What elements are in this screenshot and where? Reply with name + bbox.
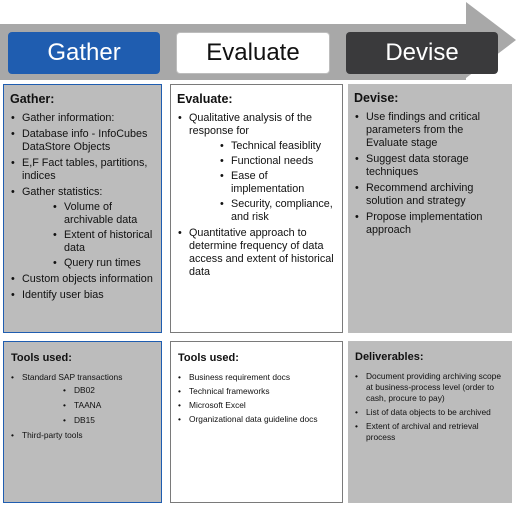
devise-item: • Propose implementation approach	[354, 211, 508, 237]
evaluate-tools-heading: Tools used:	[178, 352, 239, 364]
gather-item-statistics	[10, 186, 157, 270]
gather-tools-heading: Tools used:	[11, 352, 72, 364]
evaluate-tools-item: • Microsoft Excel	[177, 400, 338, 411]
gather-item-label: Gather statistics:	[22, 186, 103, 198]
gather-stats-sublist	[22, 201, 157, 270]
evaluate-qual-subitem: • Technical feasiblity	[219, 140, 338, 153]
devise-heading: Devise:	[354, 91, 399, 105]
devise-item: • Suggest data storage techniques	[354, 153, 508, 179]
gather-stage-label: Gather	[8, 32, 160, 74]
gather-panel	[3, 84, 162, 333]
evaluate-qual-sublist	[189, 140, 338, 224]
gather-item: • Identify user bias	[10, 289, 157, 302]
deliverables-item: • Extent of archival and retrieval process	[354, 421, 508, 443]
gather-item: • Gather information:	[10, 112, 157, 125]
gather-list	[4, 112, 161, 302]
devise-panel	[348, 84, 512, 333]
evaluate-tools-item: • Organizational data guideline docs	[177, 414, 338, 425]
evaluate-panel	[170, 84, 343, 333]
gather-item: • Custom objects information	[10, 273, 157, 286]
evaluate-qual-subitem: • Functional needs	[219, 155, 338, 168]
gather-item: • E,F Fact tables, partitions, indices	[10, 157, 157, 183]
evaluate-heading: Evaluate:	[177, 92, 233, 106]
gather-tools-list	[4, 372, 161, 441]
evaluate-tools-panel	[170, 341, 343, 503]
gather-heading: Gather:	[10, 92, 55, 106]
gather-tools-label: Standard SAP transactions	[22, 372, 123, 382]
evaluate-list	[171, 112, 342, 279]
gather-tools-panel	[3, 341, 162, 503]
gather-tools-sap-sublist	[22, 385, 157, 426]
evaluate-tools-list	[171, 372, 342, 425]
deliverables-panel	[348, 341, 512, 503]
evaluate-item: • Quantitative approach to determine frequency of data access and extent of historical data	[177, 227, 338, 279]
devise-stage-label: Devise	[346, 32, 498, 74]
devise-item: • Use findings and critical parameters from the Evaluate stage	[354, 111, 508, 150]
gather-tools-item-sap	[10, 372, 157, 426]
gather-stats-subitem: • Query run times	[52, 257, 157, 270]
gather-stats-subitem: • Extent of historical data	[52, 229, 157, 255]
evaluate-item-qualitative	[177, 112, 338, 224]
gather-stats-subitem: • Volume of archivable data	[52, 201, 157, 227]
evaluate-qual-subitem: • Security, compliance, and risk	[219, 198, 338, 224]
evaluate-qual-subitem: • Ease of implementation	[219, 170, 338, 196]
devise-item: • Recommend archiving solution and strategy	[354, 182, 508, 208]
devise-list	[348, 111, 512, 237]
evaluate-tools-item: • Technical frameworks	[177, 386, 338, 397]
deliverables-item: • Document providing archiving scope at business-process level (order to cash, procure to pay)	[354, 371, 508, 404]
evaluate-stage-label: Evaluate	[176, 32, 330, 74]
gather-item: • Database info - InfoCubes DataStore Objects	[10, 128, 157, 154]
gather-tools-subitem: • DB15	[62, 415, 157, 426]
deliverables-heading: Deliverables:	[355, 351, 424, 363]
deliverables-list	[348, 371, 512, 443]
gather-tools-subitem: • DB02	[62, 385, 157, 396]
gather-tools-item: • Third-party tools	[10, 430, 157, 441]
evaluate-item-label: Qualitative analysis of the response for	[189, 112, 313, 137]
evaluate-tools-item: • Business requirement docs	[177, 372, 338, 383]
gather-tools-subitem: • TAANA	[62, 400, 157, 411]
deliverables-item: • List of data objects to be archived	[354, 407, 508, 418]
